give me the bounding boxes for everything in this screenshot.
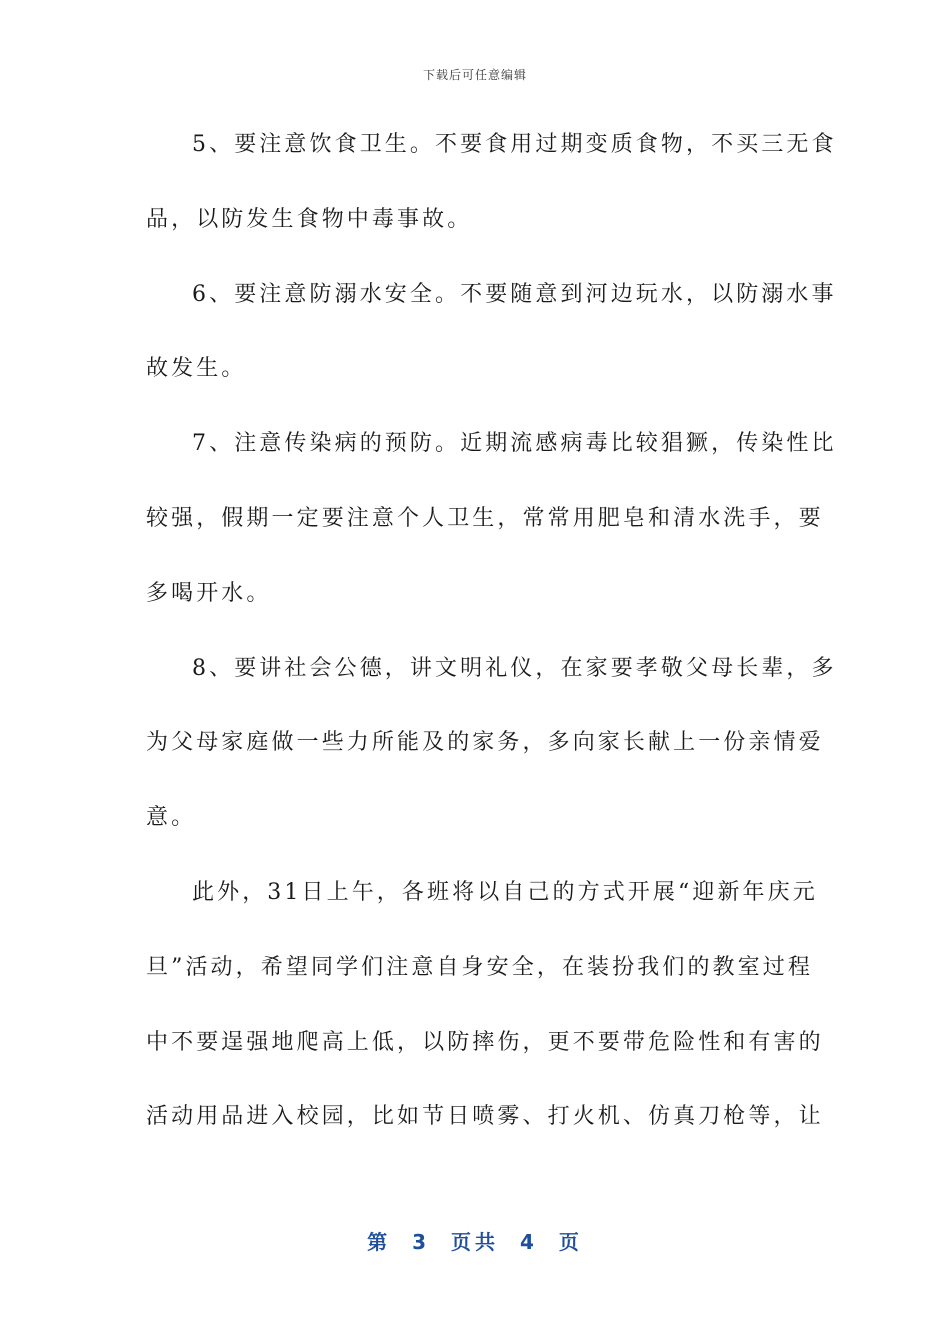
text-line: 5、要注意饮食卫生。不要食用过期变质食物，不买三无食 bbox=[192, 132, 837, 157]
document-body bbox=[146, 108, 837, 1155]
text-line: 意。 bbox=[146, 805, 197, 831]
text-line: 品，以防发生食物中毒事故。 bbox=[146, 206, 473, 232]
text-line: 故发生。 bbox=[146, 356, 247, 382]
text-line: 为父母家庭做一些力所能及的家务，多向家长献上一份亲情爱 bbox=[146, 730, 824, 756]
text-line: 此外，31日上午，各班将以自己的方式开展“迎新年庆元 bbox=[192, 879, 818, 905]
text-line: 8、要讲社会公德，讲文明礼仪，在家要孝敬父母长辈，多 bbox=[192, 655, 837, 681]
text-line: 旦”活动，希望同学们注意自身安全，在装扮我们的教室过程 bbox=[146, 954, 813, 980]
page-footer: 第 3 页共 4 页 bbox=[367, 1230, 583, 1254]
text-line: 中不要逞强地爬高上低，以防摔伤，更不要带危险性和有害的 bbox=[146, 1029, 824, 1055]
text-line: 活动用品进入校园，比如节日喷雾、打火机、仿真刀枪等，让 bbox=[146, 1104, 824, 1130]
text-line: 较强，假期一定要注意个人卫生，常常用肥皂和清水洗手，要 bbox=[146, 505, 824, 531]
page-header: 下载后可任意编辑 bbox=[422, 68, 527, 82]
text-line: 6、要注意防溺水安全。不要随意到河边玩水，以防溺水事 bbox=[192, 281, 837, 307]
text-line: 7、注意传染病的预防。近期流感病毒比较猖獗，传染性比 bbox=[192, 431, 837, 457]
text-line: 多喝开水。 bbox=[146, 580, 272, 606]
